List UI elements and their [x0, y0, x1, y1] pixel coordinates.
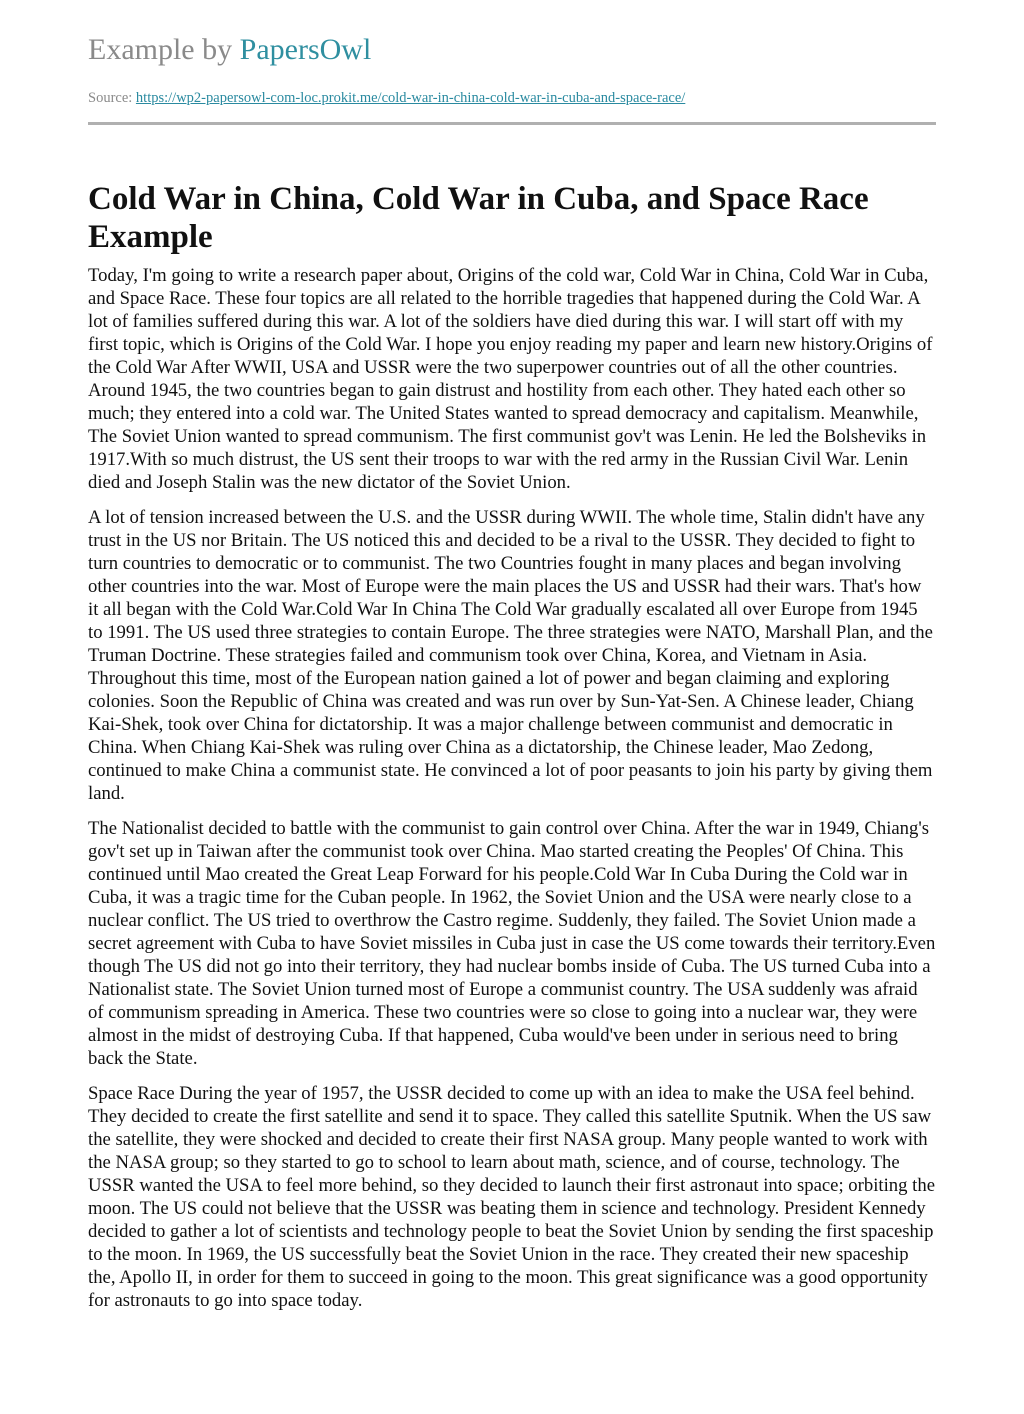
document-title: Cold War in China, Cold War in Cuba, and Space Race Example [88, 181, 869, 255]
brand-header [88, 30, 371, 70]
brand-name: PapersOwl [239, 33, 372, 66]
brand-prefix: Example by [88, 33, 240, 66]
source-line [88, 89, 685, 107]
header-divider [88, 122, 936, 125]
paragraph: Space Race During the year of 1957, the USSR decided to come up with an idea to make the USA feel behind. They decided to create the first satellite and send it to space. They called this satellite Sputnik. When the US saw the satellite, they were shocked and decided to create their first NASA group. Many people wanted to work with the NASA group; so they started to go to school to learn about math, science, and of course, technology. The USSR wanted the USA to feel more behind, so they decided to launch their first astronaut into space; orbiting the moon. The US could not believe that the USSR was beating them in science and technology. President Kennedy decided to gather a lot of scientists and technology people to beat the Soviet Union by sending the first spaceship to the moon. In 1969, the US successfully beat the Soviet Union in the race. They created their new spaceship the, Apollo II, in order for them to succeed in going to the moon. This great significance was a good opportunity for astronauts to go into space today. [88, 1083, 935, 1311]
document-body [88, 264, 936, 1324]
paragraph: Today, I'm going to write a research paper about, Origins of the cold war, Cold War in China, Cold War in Cuba, and Space Race. These four topics are all related to the horrible tragedies that happened during the Cold War. A lot of families suffered during this war. A lot of the soldiers have died during this war. I will start off with my first topic, which is Origins of the Cold War. I hope you enjoy reading my paper and learn new history.Origins of the Cold War After WWII, USA and USSR were the two superpower countries out of all the other countries. Around 1945, the two countries began to gain distrust and hostility from each other. They hated each other so much; they entered into a cold war. The United States wanted to spread democracy and capitalism. Meanwhile, The Soviet Union wanted to spread communism. The first communist gov't was Lenin. He led the Bolsheviks in 1917.With so much distrust, the US sent their troops to war with the red army in the Russian Civil War. Lenin died and Joseph Stalin was the new dictator of the Soviet Union. [88, 265, 933, 493]
source-label: Source: [88, 90, 136, 106]
source-link[interactable]: https://wp2-papersowl-com-loc.prokit.me/cold-war-in-china-cold-war-in-cuba-and-space-race/ [135, 90, 686, 106]
paragraph: A lot of tension increased between the U.S. and the USSR during WWII. The whole time, Stalin didn't have any trust in the US nor Britain. The US noticed this and decided to be a rival to the USSR. They decided to fight to turn countries to democratic or to communist. The two Countries fought in many places and began involving other countries into the war. Most of Europe were the main places the US and USSR had their wars. That's how it all began with the Cold War.Cold War In China The Cold War gradually escalated all over Europe from 1945 to 1991. The US used three strategies to contain Europe. The three strategies were NATO, Marshall Plan, and the Truman Doctrine. These strategies failed and communism took over China, Korea, and Vietnam in Asia. Throughout this time, most of the European nation gained a lot of power and began claiming and exploring colonies. Soon the Republic of China was created and was run over by Sun-Yat-Sen. A Chinese leader, Chiang Kai-Shek, took over China for dictatorship. It was a major challenge between communist and democratic in China. When Chiang Kai-Shek was ruling over China as a dictatorship, the Chinese leader, Mao Zedong, continued to make China a communist state. He convinced a lot of poor peasants to join his party by giving them land. [88, 507, 933, 804]
paragraph: The Nationalist decided to battle with the communist to gain control over China. After the war in 1949, Chiang's gov't set up in Taiwan after the communist took over China. Mao started creating the Peoples' Of China. This continued until Mao created the Great Leap Forward for his people.Cold War In Cuba During the Cold war in Cuba, it was a tragic time for the Cuban people. In 1962, the Soviet Union and the USA were nearly close to a nuclear conflict. The US tried to overthrow the Castro regime. Suddenly, they failed. The Soviet Union made a secret agreement with Cuba to have Soviet missiles in Cuba just in case the US come towards their territory.Even though The US did not go into their territory, they had nuclear bombs inside of Cuba. The US turned Cuba into a Nationalist state. The Soviet Union turned most of Europe a communist country. The USA suddenly was afraid of communism spreading in America. These two countries were so close to going into a nuclear war, they were almost in the midst of destroying Cuba. If that happened, Cuba would've been under in serious need to bring back the State. [88, 818, 936, 1069]
